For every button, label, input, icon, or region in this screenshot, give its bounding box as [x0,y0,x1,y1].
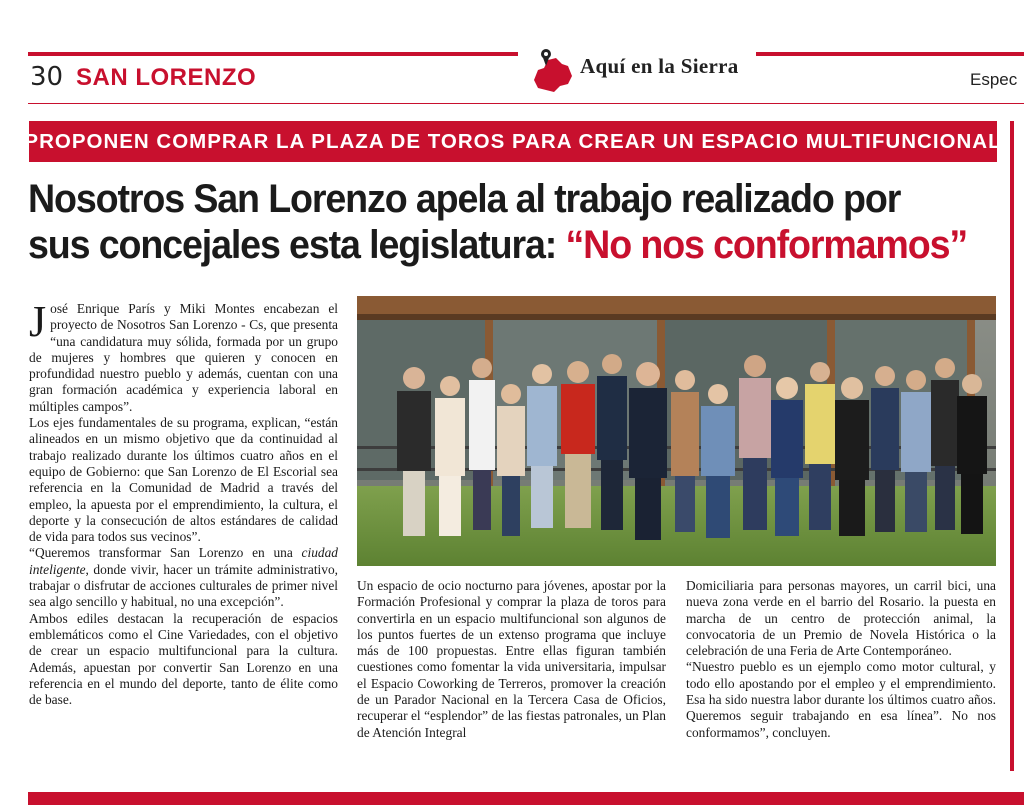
edition-label: Espec [970,70,1018,89]
header-rule-right [756,52,1024,56]
headline-lead: sus concejales esta legislatura: [28,223,566,267]
bottom-red-bar [28,792,1024,805]
paragraph-text: osé Enrique París y Miki Montes encabezan el proyecto de Nosotros San Lorenzo - Cs, que presenta “una candidatura muy sólida, formada por un grupo de mujeres y hombres que quieren y conocen en profundidad nuestro pueblo y además, cuentan con una gran formación académica y experiencia laboral en múltiples campos”. [29,301,338,414]
publication-name: Aquí en la Sierra [580,54,739,78]
header-divider [28,103,1024,104]
paragraph [29,297,338,415]
headline-line-1: Nosotros San Lorenzo apela al trabajo realizado por [28,177,901,221]
page-number: 30 [30,62,64,92]
article-column-1 [29,297,338,708]
paragraph-text: “Queremos transformar San Lorenzo en una [29,545,302,561]
paragraph: Domiciliaria para personas mayores, un carril bici, una nueva zona verde en el barrio del Rosario. la puesta en marcha de un centro de protección animal, la convocatoria de un Premio de Novela Histórica o la celebración de una Feria de Arte Contemporáneo. [686,578,996,659]
kicker-text: PROPONEN COMPRAR LA PLAZA DE TOROS PARA CREAR UN ESPACIO MULTIFUNCIONAL [24,129,1002,153]
group-photo [357,296,996,566]
header-rule-left [28,52,518,56]
paragraph: “Nuestro pueblo es un ejemplo como motor cultural, y todo ello apostando por el empleo y el emprendimiento. Esa ha sido nuestra labor durante los últimos cuatro años. Queremos seguir trabajando en esa línea”. No nos conformamos”, concluyen. [686,659,996,740]
right-margin-rule [1010,121,1014,771]
paragraph: Ambos ediles destacan la recuperación de espacios emblemáticos como el Cine Variedades, con el objetivo de crear un espacio multifuncional para la cultura. Además, apuestan por convertir San Lorenzo en una referencia en el mundo del deporte, tanto de élite como de base. [29,610,338,708]
headline [28,176,968,268]
section-title: SAN LORENZO [76,64,257,91]
article-column-3 [686,578,996,741]
paragraph [29,545,338,610]
italic-term: ciudad inteligente [29,545,338,577]
headline-quote: “No nos conformamos” [565,223,968,267]
drop-cap: J [29,297,47,346]
kicker-banner [24,121,1002,162]
article-column-2 [357,578,666,741]
paragraph-text: , donde vivir, hacer un trámite administrativo, trabajar o disfrutar de acciones culturales de primer nivel sea algo sencillo y habitual, no una excepción”. [29,561,338,610]
madrid-map-pin-icon [528,46,578,96]
headline-line-2 [28,222,968,268]
paragraph: Un espacio de ocio nocturno para jóvenes, apostar por la Formación Profesional y comprar la plaza de toros para convertirla en un espacio multifuncional son algunos de los puntos fuertes de un extenso programa que incluye más de 100 propuestas. Entre ellas figuran también cuestiones como fomentar la vida universitaria, impulsar el Espacio Coworking de Terreros, promover la creación de un Parador Nacional en la Tercera Casa de Oficios, recuperar el “esplendor” de las fiestas patronales, un Plan de Atención Integral [357,578,666,740]
paragraph: Los ejes fundamentales de su programa, explican, “están alineados en un mismo objetivo que da continuidad al trabajo realizado durante los últimos cuatro años en el equipo de Gobierno: que San Lorenzo de El Escorial sea referencia en la Comunidad de Madrid a través del empleo, la apuesta por el emprendimiento, la cultura, el deporte y la consecución de altos estándares de calidad de vida para todos sus vecinos”. [29,415,338,545]
